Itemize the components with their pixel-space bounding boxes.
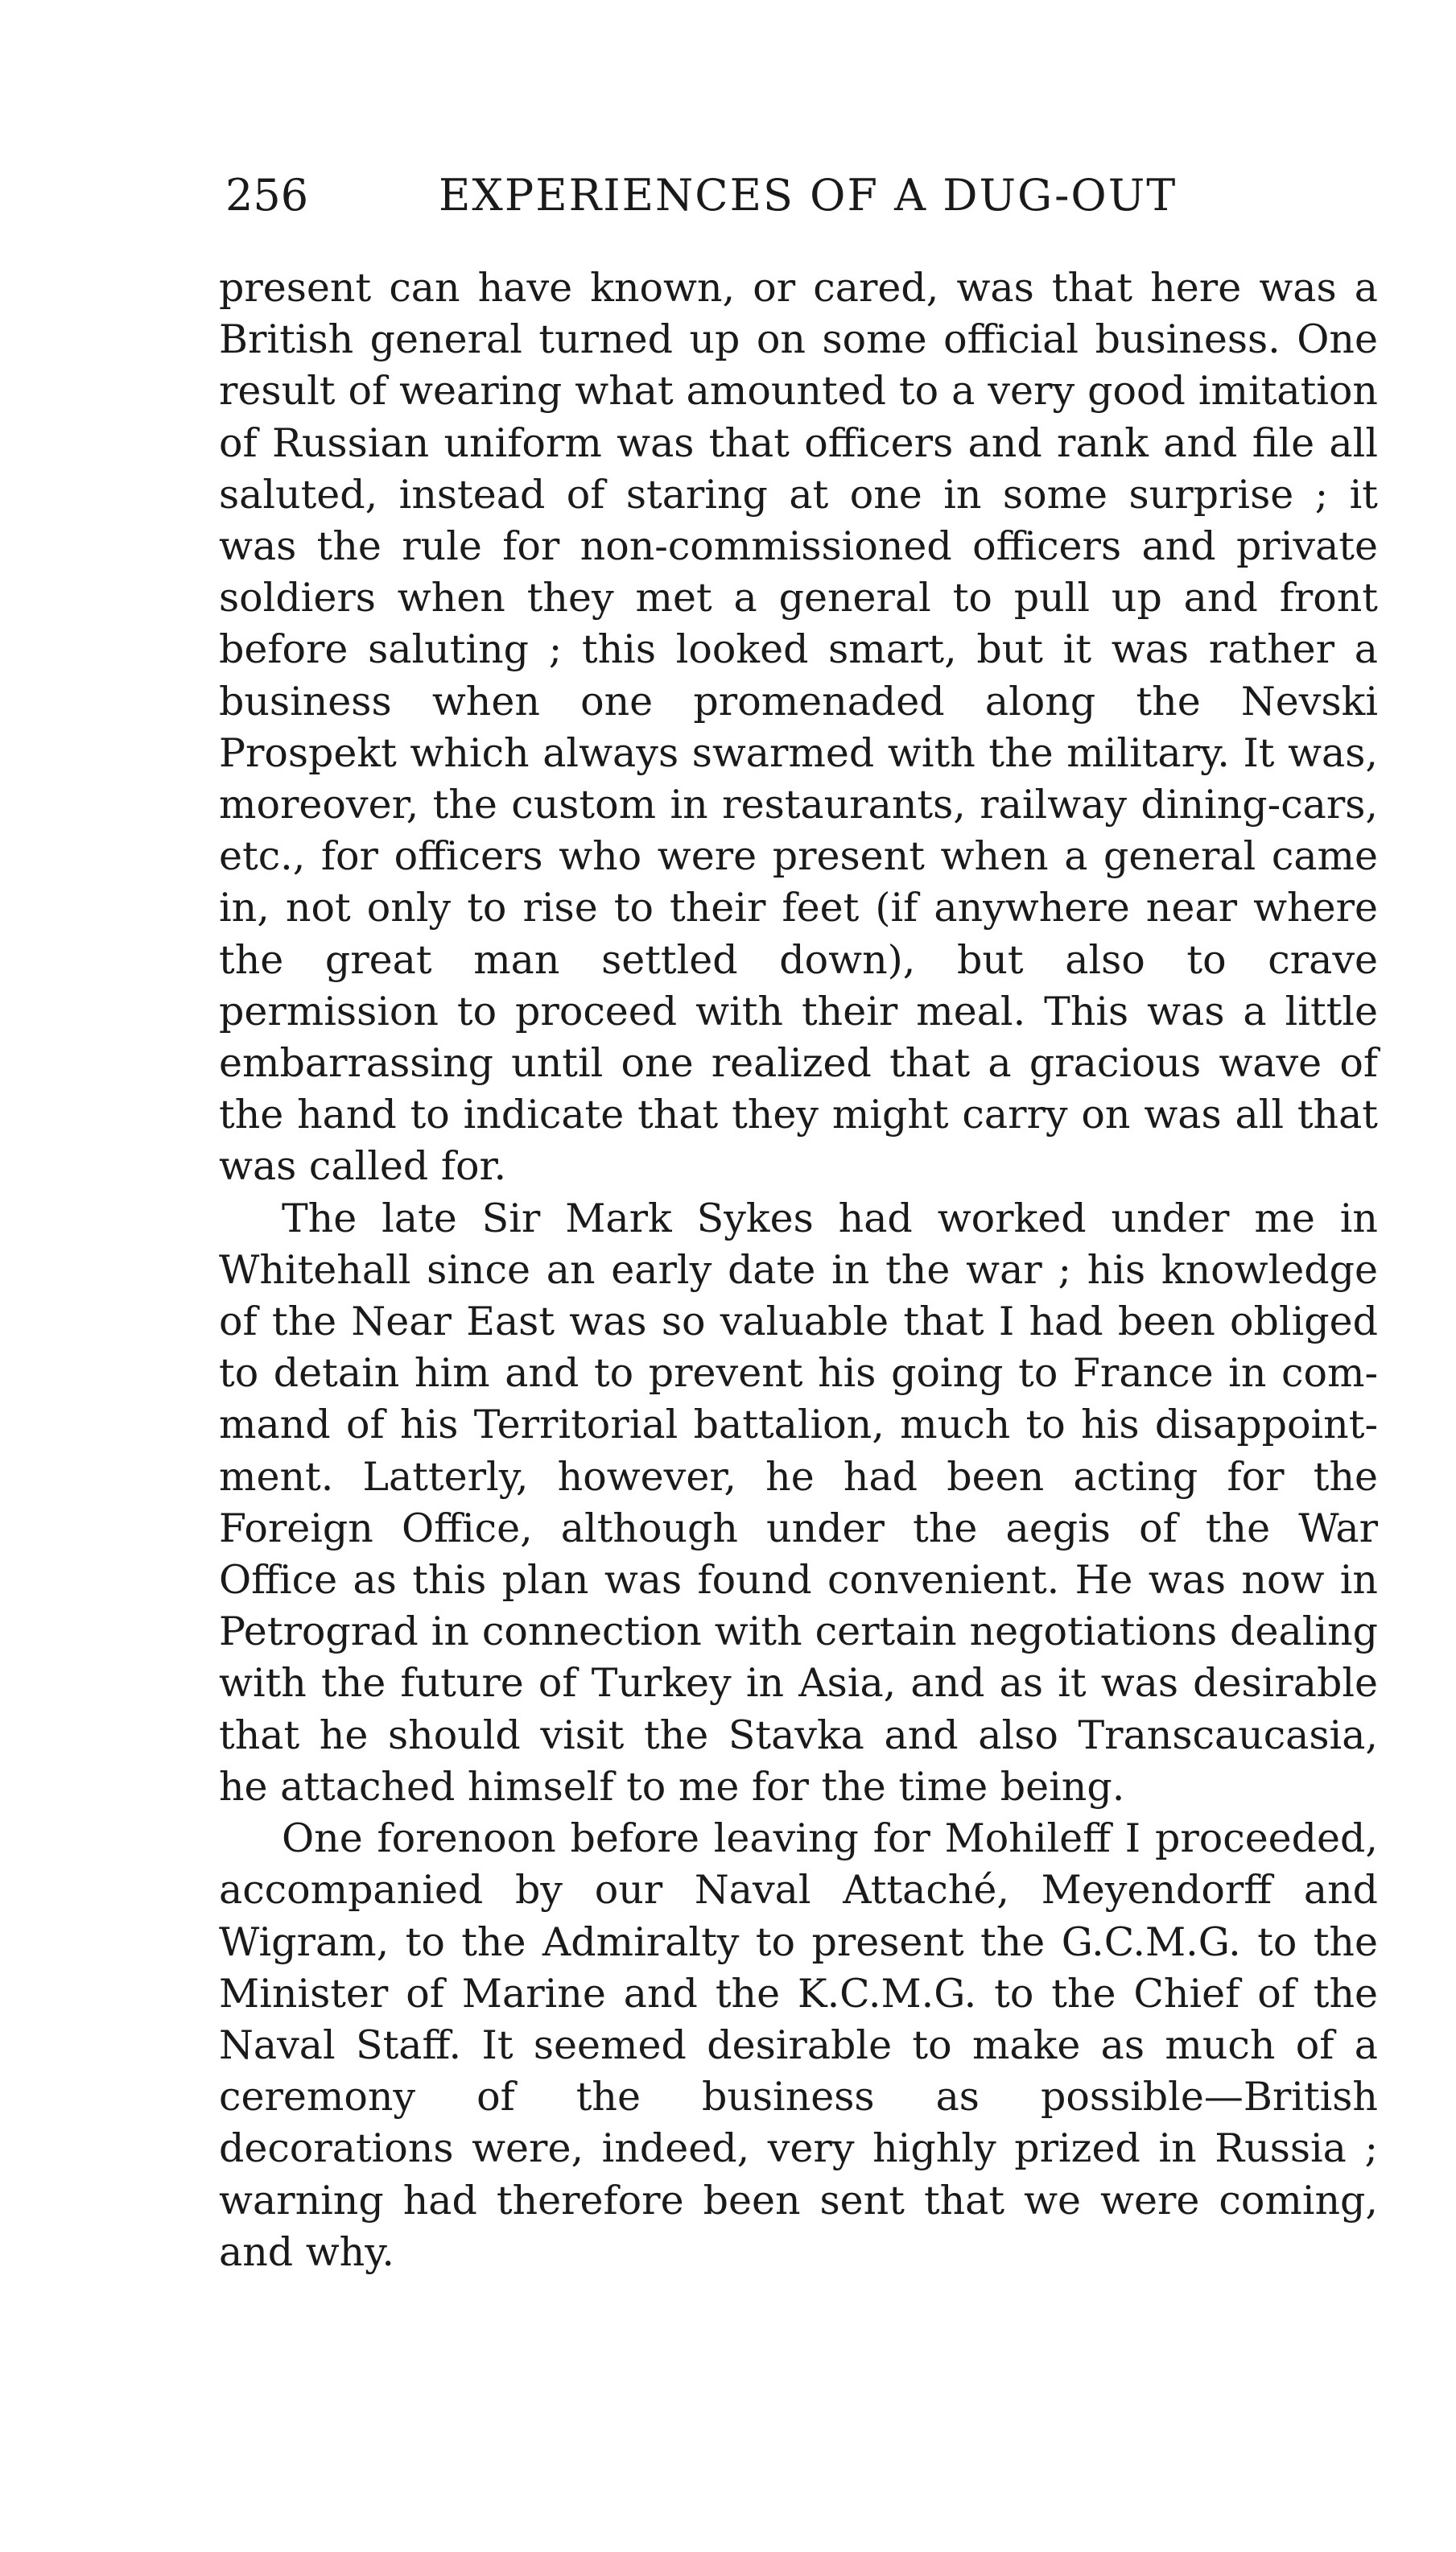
running-head [225, 167, 1392, 224]
running-title: EXPERIENCES OF A DUG-OUT [439, 170, 1178, 221]
paragraph-1: present can have known, or cared, was that here was a British general turned up on some official business. One result of wearing what amounted to a very good imitation of Russian uniform was that officers and rank and file all saluted, instead of staring at one in some surprise ; it was the rule for non-commissioned officers and private soldiers when they met a general to pull up and front before saluting ; this looked smart, but it was rather a business when one promenaded along the Nevski Prospekt which always swarmed with the military. It was, moreover, the custom in restaurants, railway dining-cars, etc., for officers who were present when a general came in, not only to rise to their feet (if anywhere near where the great man settled down), but also to crave permission to proceed with their meal. This was a little embarrassing until one realized that a gracious wave of the hand to indicate that they might carry on was all that was called for. [219, 265, 1378, 1190]
page-number: 256 [225, 170, 309, 221]
body-text [219, 262, 1378, 2278]
paragraph-3: One forenoon before leaving for Mohileff I proceeded, accompanied by our Naval Attaché, Meyendorff and Wigram, to the Admiralty to present the G.C.M.G. to the Minister of Marine and the K.C.M.G. to the Chief of the Naval Staff. It seemed desirable to make as much of a ceremony of the business as possible—British decorations were, indeed, very highly prized in Russia ; warning had therefore been sent that we were coming, and why. [219, 1815, 1378, 2275]
paragraph-2: The late Sir Mark Sykes had worked under me in Whitehall since an early date in the war ; his knowledge of the Near East was so valuable that I had been obliged to detain him and to prevent his going to France in command of his Territorial battalion, much to his disappointment. Latterly, however, he had been acting for the Foreign Office, although under the aegis of the War Office as this plan was found convenient. He was now in Petrograd in connection with certain negotiations dealing with the future of Turkey in Asia, and as it was desirable that he should visit the Stavka and also Transcaucasia, he attached himself to me for the time being. [219, 1195, 1378, 1810]
